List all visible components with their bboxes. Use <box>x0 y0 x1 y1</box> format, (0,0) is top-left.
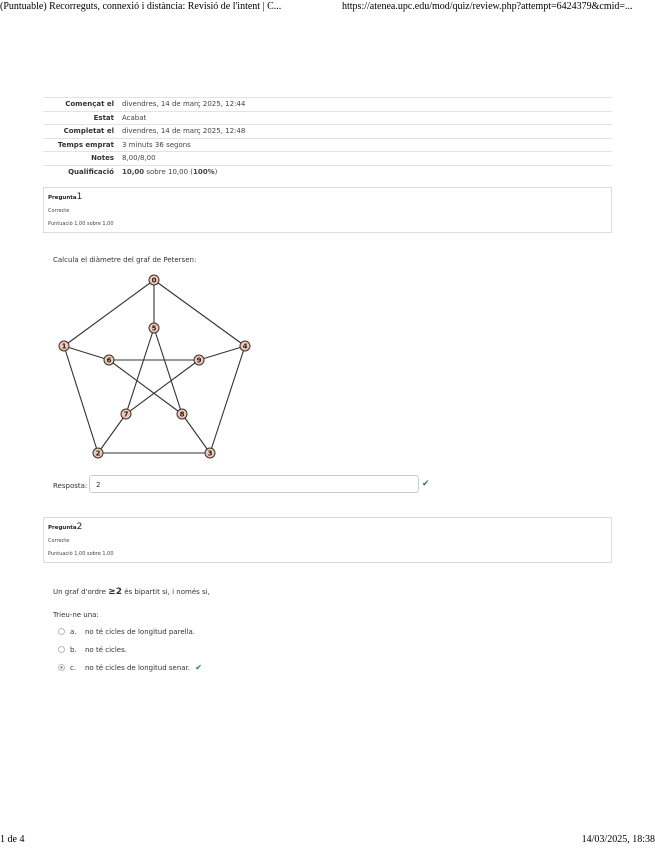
page-url: https://atenea.upc.edu/mod/quiz/review.php?attempt=6424379&cmid=... <box>342 1 633 12</box>
question-state: Correcte <box>48 208 70 214</box>
option-c[interactable] <box>58 663 202 673</box>
graph-node-2 <box>93 448 103 458</box>
question-num: 2 <box>76 522 83 532</box>
attempt-summary-table <box>43 97 612 178</box>
option-letter: a. <box>70 628 77 636</box>
question-label: Pregunta <box>48 525 77 531</box>
graph-node-0 <box>149 275 159 285</box>
summary-label: Estat <box>43 111 118 125</box>
question-2-text <box>53 587 210 597</box>
q2-text-start: Un graf d'ordre <box>53 588 109 596</box>
svg-text:2: 2 <box>95 449 101 458</box>
graph-node-1 <box>59 341 69 351</box>
svg-text:3: 3 <box>207 449 213 458</box>
svg-text:9: 9 <box>196 356 202 365</box>
edge <box>199 346 245 360</box>
summary-label: Completat el <box>43 125 118 139</box>
answer-input[interactable]: 2 <box>89 475 419 493</box>
edge <box>109 360 182 414</box>
grade-out-of: sobre 10,00 ( <box>144 167 194 176</box>
graph-node-7 <box>121 409 131 419</box>
question-label: Pregunta <box>48 195 77 201</box>
edge <box>151 280 245 346</box>
edge <box>182 414 210 453</box>
question-2-info <box>43 517 612 563</box>
radio-button[interactable] <box>58 628 65 635</box>
svg-text:5: 5 <box>151 324 157 333</box>
option-text: no té cicles de longitud parella. <box>85 628 196 636</box>
petersen-graph <box>45 270 265 470</box>
radio-button[interactable] <box>58 646 65 653</box>
summary-label: Començat el <box>43 98 118 112</box>
graph-node-8 <box>177 409 187 419</box>
option-text: no té cicles de longitud senar. <box>85 664 191 672</box>
summary-value: 3 minuts 36 segons <box>118 138 612 152</box>
graph-node-3 <box>205 448 215 458</box>
correct-check-icon: ✔ <box>422 479 430 489</box>
edge <box>126 328 154 414</box>
svg-text:0: 0 <box>151 276 157 285</box>
summary-row <box>43 98 612 112</box>
question-mark: Puntuació 1,00 sobre 1,00 <box>48 551 114 557</box>
graph-node-9 <box>194 355 204 365</box>
edge <box>154 328 182 414</box>
summary-value: divendres, 14 de març 2025, 12:44 <box>118 98 612 112</box>
question-1-info <box>43 187 612 233</box>
correct-check-icon: ✔ <box>195 663 202 672</box>
grade-score: 10,00 <box>122 167 145 176</box>
summary-label: Qualificació <box>43 165 118 178</box>
browser-print-footer <box>0 834 655 848</box>
summary-row <box>43 111 612 125</box>
summary-row <box>43 125 612 139</box>
edge <box>64 346 109 360</box>
graph-edges <box>61 280 245 453</box>
page-title: (Puntuable) Recorreguts, connexió i distància: Revisió de l'intent | C... <box>0 1 282 12</box>
option-letter: b. <box>70 646 77 654</box>
summary-row <box>43 165 612 178</box>
print-datetime: 14/03/2025, 18:38 <box>581 834 655 845</box>
graph-node-5 <box>149 323 159 333</box>
option-text: no té cicles. <box>85 646 127 654</box>
browser-print-header <box>0 0 655 14</box>
question-1-text: Calcula el diàmetre del graf de Petersen: <box>53 256 197 264</box>
svg-text:1: 1 <box>61 342 67 351</box>
svg-text:7: 7 <box>123 410 129 419</box>
graph-node-6 <box>104 355 114 365</box>
svg-text:6: 6 <box>106 356 112 365</box>
edge <box>98 414 126 453</box>
question-number <box>48 192 82 202</box>
q2-text-symbol: ≥2 <box>108 587 123 597</box>
question-num: 1 <box>76 192 83 202</box>
answer-label: Resposta: <box>53 482 88 490</box>
option-letter: c. <box>70 664 77 672</box>
choose-prompt: Trieu-ne una: <box>53 611 99 619</box>
svg-text:4: 4 <box>242 342 248 351</box>
edge <box>126 360 199 414</box>
question-number <box>48 522 82 532</box>
summary-value: Acabat <box>118 111 612 125</box>
edge <box>210 346 245 453</box>
option-a[interactable] <box>58 627 195 637</box>
summary-row <box>43 152 612 166</box>
graph-node-4 <box>240 341 250 351</box>
grade-close: ) <box>214 167 218 176</box>
edge <box>64 346 98 453</box>
radio-button-selected[interactable] <box>58 664 65 671</box>
q2-text-end: és bipartit si, i només si, <box>122 588 210 596</box>
summary-label: Notes <box>43 152 118 166</box>
option-b[interactable] <box>58 645 127 655</box>
grade-value <box>118 165 612 178</box>
question-state: Correcte <box>48 538 70 544</box>
page-counter: 1 de 4 <box>0 834 25 845</box>
question-mark: Puntuació 1,00 sobre 1,00 <box>48 221 114 227</box>
summary-label: Temps emprat <box>43 138 118 152</box>
summary-value: divendres, 14 de març 2025, 12:48 <box>118 125 612 139</box>
summary-row <box>43 138 612 152</box>
summary-value: 8,00/8,00 <box>118 152 612 166</box>
svg-text:8: 8 <box>179 410 185 419</box>
grade-percent: 100% <box>193 167 215 176</box>
edge <box>64 280 154 346</box>
